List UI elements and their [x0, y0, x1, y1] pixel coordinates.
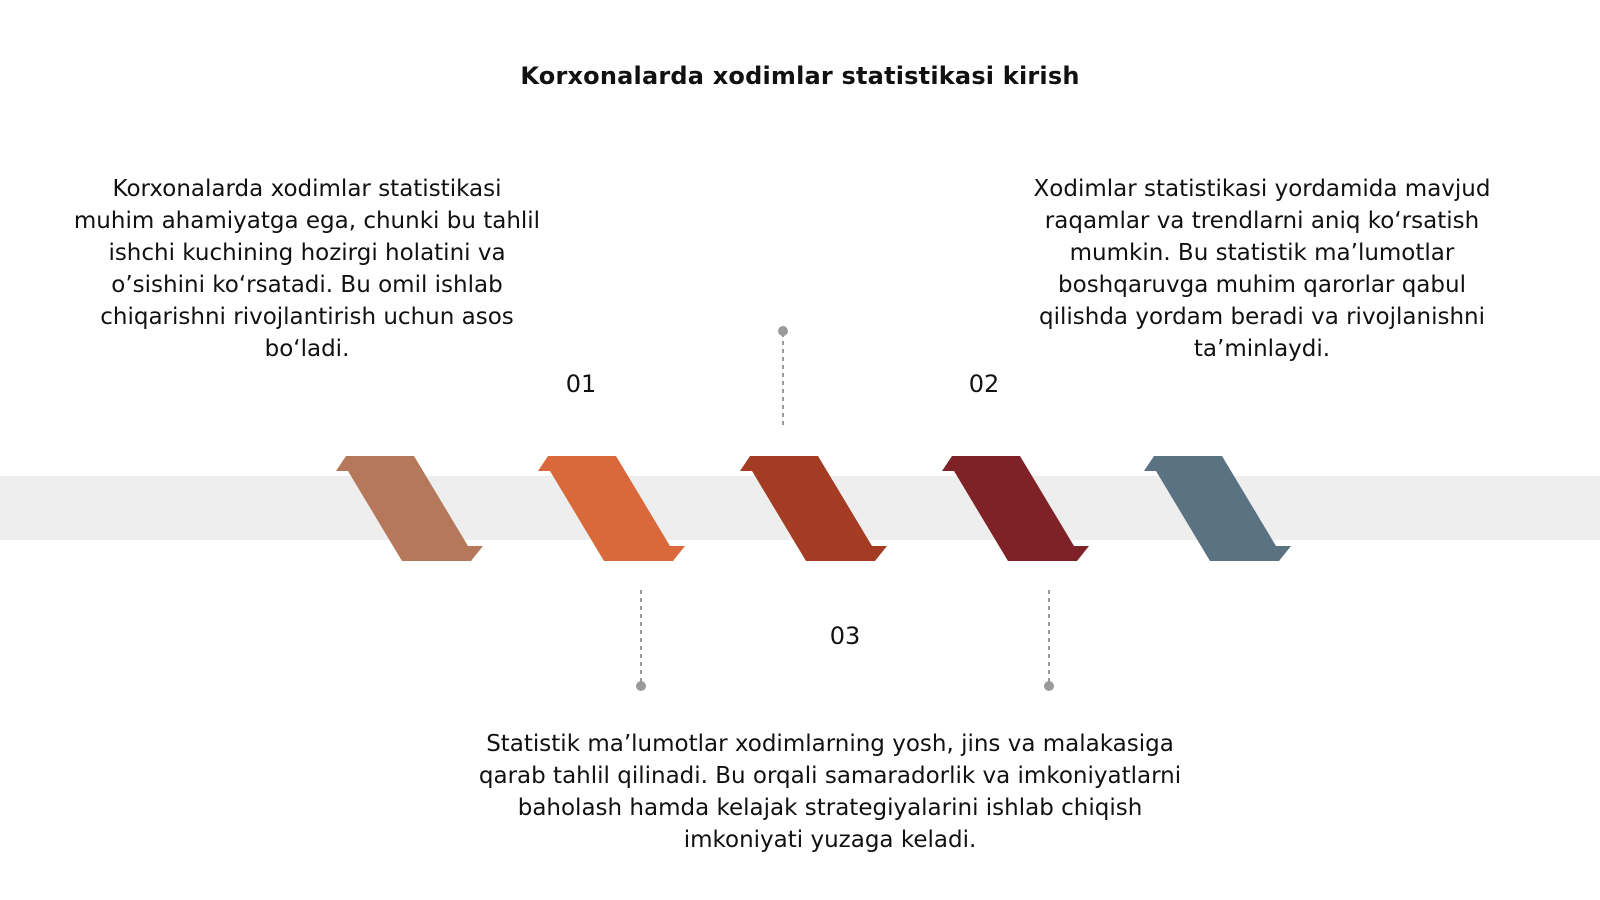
connector-bottom-right-dot [1044, 681, 1054, 691]
step-02-number: 02 [968, 370, 1000, 398]
step-01-number: 01 [565, 370, 597, 398]
connector-bottom-right [1044, 590, 1054, 691]
step-03-number: 03 [829, 622, 861, 650]
step-01-description: Korxonalarda xodimlar statistikasi muhim ahamiyatga ega, chunki bu tahlil ishchi kuchining hozirgi holatini va o’sishini ko‘rsatadi. Bu omil ishlab chiqarishni rivojlantirish uchun asos bo‘ladi. [73, 176, 541, 362]
chevron-5 [1144, 456, 1291, 561]
connector-top-dot [778, 326, 788, 336]
step-02-description: Xodimlar statistikasi yordamida mavjud raqamlar va trendlarni aniq ko‘rsatish mumkin. Bu statistik ma’lumotlar boshqaruvga muhim qarorlar qabul qilishda yordam beradi va rivojlanishni ta’minlaydi. [1033, 176, 1491, 362]
connector-top [778, 326, 788, 428]
page-title: Korxonalarda xodimlar statistikasi kirish [520, 62, 1080, 90]
connector-bottom-left-dot [636, 681, 646, 691]
chevron-1 [336, 456, 483, 561]
step-03-description: Statistik ma’lumotlar xodimlarning yosh, jins va malakasiga qarab tahlil qilinadi. Bu orqali samaradorlik va imkoniyatlarni baholash hamda kelajak strategiyalarini ishlab chiqish imkoniyati yuzaga keladi. [478, 731, 1182, 853]
chevron-3 [740, 456, 887, 561]
chevron-4 [942, 456, 1089, 561]
connector-bottom-left [636, 590, 646, 691]
chevron-2 [538, 456, 685, 561]
